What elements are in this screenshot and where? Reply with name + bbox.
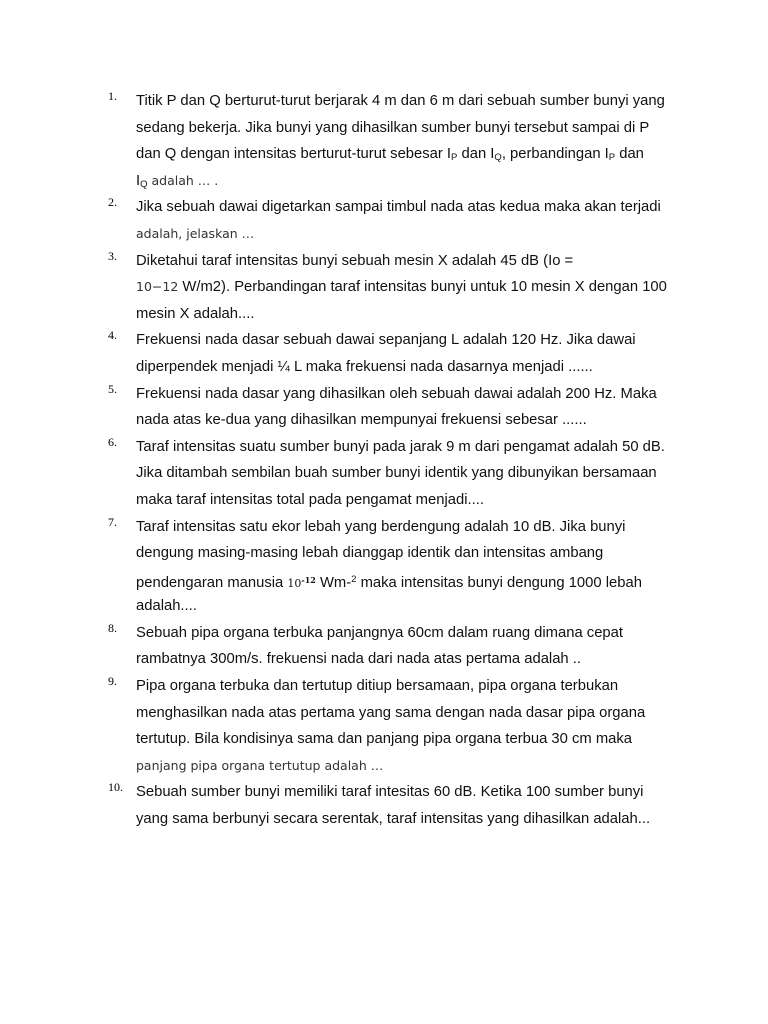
- text-segment: W/m2). Perbandingan taraf intensitas bunyi untuk 10 mesin X dengan 100: [178, 279, 667, 296]
- text-segment: dan Q dengan intensitas berturut-turut sebesar I: [136, 146, 452, 163]
- subscript: P: [451, 152, 458, 164]
- question-number: 1.: [108, 89, 117, 103]
- question-number: 5.: [108, 381, 117, 396]
- question-item: [0, 327, 768, 380]
- question-text-line: [136, 274, 768, 301]
- question-item: [0, 248, 768, 328]
- question-text-line: adalah....: [136, 598, 197, 615]
- question-item: [0, 514, 768, 620]
- question-text-line: Diketahui taraf intensitas bunyi sebuah mesin X adalah 45 dB (Io =: [136, 252, 574, 269]
- question-text-line: [136, 141, 768, 168]
- text-segment: Wm-: [315, 574, 352, 591]
- question-text-line: Jika ditambah sembilan buah sumber bunyi identik yang dibunyikan bersamaan: [136, 465, 657, 482]
- question-text-line: panjang pipa organa tertutup adalah …: [136, 757, 384, 773]
- question-text-line: sedang bekerja. Jika bunyi yang dihasilkan sumber bunyi tersebut sampai di P: [136, 119, 650, 136]
- question-number: 4.: [108, 328, 117, 343]
- question-text-line: Taraf intensitas satu ekor lebah yang berdengung adalah 10 dB. Jika bunyi: [136, 518, 626, 535]
- text-segment: adalah … .: [147, 172, 219, 188]
- question-text-line: Jika sebuah dawai digetarkan sampai timbul nada atas kedua maka akan terjadi: [136, 199, 661, 216]
- question-number: 9.: [108, 674, 117, 689]
- question-text-line: nada atas ke-dua yang dihasilkan mempunyai frekuensi sebesar ......: [136, 412, 587, 429]
- text-segment: maka intensitas bunyi dengung 1000 lebah: [356, 574, 642, 591]
- question-number: 10.: [108, 780, 123, 795]
- question-item: [0, 381, 768, 434]
- text-segment: pendengaran manusia: [136, 574, 288, 591]
- question-text-line: dengung masing-masing lebah dianggap identik dan intensitas ambang: [136, 545, 604, 562]
- question-text-line: Frekuensi nada dasar sebuah dawai sepanjang L adalah 120 Hz. Jika dawai: [136, 332, 636, 349]
- question-text-line: Sebuah sumber bunyi memiliki taraf intesitas 60 dB. Ketika 100 sumber bunyi: [136, 784, 644, 801]
- text-segment: , perbandingan I: [501, 146, 609, 163]
- text-segment: 10: [287, 576, 302, 590]
- question-text-line: [136, 567, 768, 594]
- text-segment: 10−12: [136, 279, 179, 295]
- question-number: 6.: [108, 434, 117, 449]
- superscript: 2: [351, 573, 357, 585]
- text-segment: dan: [615, 146, 644, 163]
- question-item: [0, 88, 768, 194]
- text-segment: I: [136, 172, 141, 189]
- question-text-line: yang sama berbunyi secara serentak, taraf intensitas yang dihasilkan adalah...: [136, 811, 651, 828]
- question-text-line: tertutup. Bila kondisinya sama dan panjang pipa organa terbua 30 cm maka: [136, 731, 633, 748]
- question-item: [0, 779, 768, 832]
- subscript: P: [608, 152, 616, 164]
- question-text-line: Pipa organa terbuka dan tertutup ditiup bersamaan, pipa organa terbukan: [136, 678, 619, 695]
- question-text-line: Taraf intensitas suatu sumber bunyi pada jarak 9 m dari pengamat adalah 50 dB.: [136, 438, 665, 455]
- question-number: 8.: [108, 620, 117, 635]
- question-number: 7.: [108, 514, 117, 529]
- text-segment: dan I: [457, 146, 495, 163]
- question-text-line: adalah, jelaskan …: [136, 225, 255, 241]
- question-item: [0, 434, 768, 514]
- question-text-line: maka taraf intensitas total pada pengamat menjadi....: [136, 491, 484, 508]
- question-text-line: diperpendek menjadi ¼ L maka frekuensi nada dasarnya menjadi ......: [136, 358, 593, 375]
- question-text-line: menghasilkan nada atas pertama yang sama dengan nada dasar pipa organa: [136, 704, 646, 721]
- question-item: [0, 673, 768, 779]
- superscript: -12: [301, 574, 316, 585]
- subscript: Q: [140, 178, 148, 190]
- question-text-line: Titik P dan Q berturut-turut berjarak 4 m dan 6 m dari sebuah sumber bunyi yang: [136, 93, 665, 109]
- question-text-line: [136, 168, 768, 195]
- question-text-line: mesin X adalah....: [136, 305, 255, 322]
- question-text-line: Frekuensi nada dasar yang dihasilkan oleh sebuah dawai adalah 200 Hz. Maka: [136, 385, 657, 402]
- question-number: 2.: [108, 195, 117, 210]
- question-number: 3.: [108, 248, 117, 263]
- question-text-line: rambatnya 300m/s. frekuensi nada dari nada atas pertama adalah ..: [136, 651, 581, 668]
- question-text-line: Sebuah pipa organa terbuka panjangnya 60cm dalam ruang dimana cepat: [136, 624, 623, 641]
- question-list: [0, 88, 768, 833]
- subscript: Q: [494, 152, 502, 164]
- question-item: [0, 620, 768, 673]
- question-item: [0, 194, 768, 247]
